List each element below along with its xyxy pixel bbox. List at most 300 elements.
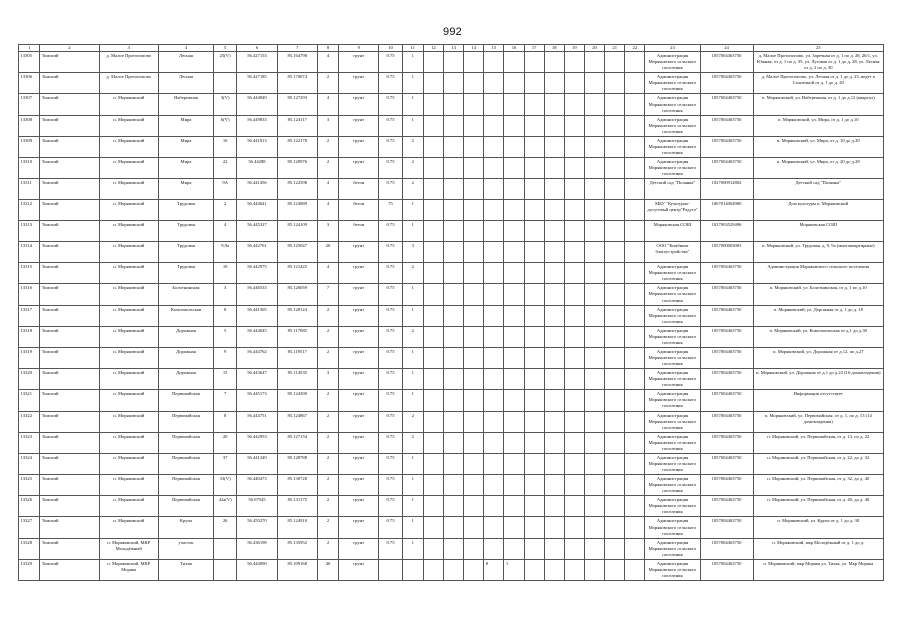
column-header: 5 xyxy=(214,45,237,52)
table-cell xyxy=(584,453,604,474)
table-cell xyxy=(584,347,604,368)
table-cell xyxy=(564,221,584,242)
table-cell: 0.75 xyxy=(379,52,402,73)
table-cell: Дорожная xyxy=(158,369,213,390)
table-cell: п. Моряковский, ул. Дорожная от д.1 до д.22 (16 домовладения) xyxy=(753,369,883,390)
table-cell: Тихая xyxy=(158,559,213,580)
table-cell: Лесная xyxy=(158,73,213,94)
table-cell: 3 xyxy=(214,284,237,305)
table-cell xyxy=(464,411,484,432)
table-cell: п. Моряковский, ул. Первомайская, от д. 13, по д. 22 xyxy=(753,432,883,453)
table-cell: 13318 xyxy=(19,326,40,347)
table-cell xyxy=(625,475,645,496)
table-cell xyxy=(625,200,645,221)
table-cell xyxy=(423,496,443,517)
table-cell xyxy=(444,52,464,73)
table-cell xyxy=(544,200,564,221)
table-cell xyxy=(484,242,504,263)
table-cell xyxy=(484,200,504,221)
table-cell: Администрация Моряковского сельского поселения xyxy=(645,52,700,73)
table-cell: 1057004463750 xyxy=(700,94,753,115)
table-cell: грунт xyxy=(339,242,379,263)
table-cell xyxy=(464,326,484,347)
table-cell xyxy=(464,284,484,305)
table-cell xyxy=(564,390,584,411)
table-cell xyxy=(464,52,484,73)
table-cell: 1057004463750 xyxy=(700,432,753,453)
table-cell: 4 xyxy=(317,263,338,284)
table-cell xyxy=(464,94,484,115)
table-cell: 42а(V) xyxy=(214,496,237,517)
table-cell: п. Моряковский xyxy=(99,115,158,136)
table-cell: п. Моряковский, ул. Дорожная от д.12. по д.27 xyxy=(753,347,883,368)
table-cell: 13319 xyxy=(19,347,40,368)
table-cell: Томский xyxy=(40,94,99,115)
table-cell xyxy=(564,136,584,157)
table-cell: 13306 xyxy=(19,73,40,94)
table-cell xyxy=(484,179,504,200)
table-cell: 3 xyxy=(317,221,338,242)
table-cell: 85.114535 xyxy=(277,369,317,390)
table-cell: 56.444751 xyxy=(237,411,277,432)
table-cell: Томский xyxy=(40,369,99,390)
table-cell: 85.135952 xyxy=(277,538,317,559)
table-cell xyxy=(544,538,564,559)
table-cell xyxy=(564,347,584,368)
table-cell xyxy=(605,200,625,221)
table-cell xyxy=(524,390,544,411)
table-cell xyxy=(504,390,524,411)
table-cell: п. Моряковский xyxy=(99,284,158,305)
table-cell: 4 xyxy=(317,52,338,73)
table-cell: грунт xyxy=(339,326,379,347)
table-cell xyxy=(484,115,504,136)
table-cell: 13313 xyxy=(19,221,40,242)
table-cell xyxy=(444,305,464,326)
table-cell: п. Моряковский xyxy=(99,242,158,263)
table-cell: 1057004463750 xyxy=(700,115,753,136)
table-cell: п. Моряковский, ул. Первомайская, от д. 32, до д. 40 xyxy=(753,475,883,496)
table-cell xyxy=(444,115,464,136)
table-cell: 13315 xyxy=(19,263,40,284)
column-header: 25 xyxy=(753,45,883,52)
table-cell: Томский xyxy=(40,52,99,73)
table-cell: 56.445327 xyxy=(237,221,277,242)
table-cell xyxy=(484,52,504,73)
table-row xyxy=(19,347,884,368)
table-cell: Администрация Моряковского сельского поселения xyxy=(645,326,700,347)
table-cell xyxy=(504,94,524,115)
table-cell: Дом культуры п. Моряковский xyxy=(753,200,883,221)
table-cell xyxy=(504,326,524,347)
table-cell xyxy=(605,94,625,115)
table-cell xyxy=(504,263,524,284)
table-cell: 1 xyxy=(402,475,423,496)
table-cell: 4 xyxy=(317,200,338,221)
table-cell xyxy=(605,411,625,432)
table-cell xyxy=(544,52,564,73)
table-cell xyxy=(625,369,645,390)
table-cell: 25(V) xyxy=(214,52,237,73)
table-cell: 2 xyxy=(317,305,338,326)
table-cell: Информация отсутствует xyxy=(753,390,883,411)
column-header: 6 xyxy=(237,45,277,52)
table-cell xyxy=(444,200,464,221)
table-cell: п. Моряковский, МКР Моряка xyxy=(99,559,158,580)
table-cell: Томский xyxy=(40,115,99,136)
table-cell xyxy=(544,73,564,94)
table-cell: п. Моряковский, ул. Болотнинская, от д. 1 по д.10 xyxy=(753,284,883,305)
table-cell: п. Моряковский, ул. Трудовая, д. 9, 9а (многоквартирные) xyxy=(753,242,883,263)
table-cell: 56.446533 xyxy=(237,284,277,305)
table-cell xyxy=(484,326,504,347)
table-cell: Болотнинская xyxy=(158,284,213,305)
table-cell: Администрация Моряковского сельского поселения xyxy=(645,475,700,496)
table-cell xyxy=(625,538,645,559)
table-cell xyxy=(524,115,544,136)
table-cell: 0.75 xyxy=(379,284,402,305)
table-cell: 2 xyxy=(402,263,423,284)
table-cell: Моряковская СОШ xyxy=(753,221,883,242)
column-header: 12 xyxy=(423,45,443,52)
table-cell xyxy=(605,326,625,347)
table-cell: Первомайская xyxy=(158,411,213,432)
table-cell xyxy=(423,115,443,136)
table-cell: Мира xyxy=(158,179,213,200)
table-cell: 15 xyxy=(214,369,237,390)
column-header: 17 xyxy=(524,45,544,52)
table-cell xyxy=(544,411,564,432)
table-cell: 56.441456 xyxy=(237,179,277,200)
table-cell: 1057004463750 xyxy=(700,538,753,559)
table-cell xyxy=(423,305,443,326)
table-cell: 2 xyxy=(317,453,338,474)
table-cell: 2 xyxy=(214,200,237,221)
table-cell xyxy=(504,200,524,221)
table-cell: 7 xyxy=(317,284,338,305)
table-cell: 3(V) xyxy=(214,94,237,115)
table-cell: 4 xyxy=(317,179,338,200)
table-cell xyxy=(524,432,544,453)
table-cell xyxy=(423,158,443,179)
table-cell xyxy=(214,559,237,580)
table-cell: Томский xyxy=(40,432,99,453)
table-cell xyxy=(605,158,625,179)
table-cell: Администрация Моряковского сельского поселения xyxy=(645,369,700,390)
table-cell: Первомайская xyxy=(158,453,213,474)
table-cell: бетон xyxy=(339,221,379,242)
table-cell: 2 xyxy=(317,158,338,179)
column-header: 11 xyxy=(402,45,423,52)
table-cell: п. Моряковский xyxy=(99,94,158,115)
table-row xyxy=(19,136,884,157)
table-cell xyxy=(504,347,524,368)
table-cell: п. Моряковский xyxy=(99,432,158,453)
table-cell: 85.121425 xyxy=(277,263,317,284)
table-cell: 85.170074 xyxy=(277,73,317,94)
table-cell: 1057004463750 xyxy=(700,52,753,73)
table-cell xyxy=(584,73,604,94)
table-cell xyxy=(504,115,524,136)
table-row xyxy=(19,115,884,136)
table-cell: Томский xyxy=(40,305,99,326)
table-cell: Томский xyxy=(40,538,99,559)
table-cell xyxy=(444,136,464,157)
table-cell xyxy=(524,284,544,305)
table-cell: ООО "Комбинат благоустройства" xyxy=(645,242,700,263)
table-cell xyxy=(625,158,645,179)
table-cell: п. Моряковский, мкр Молодёжный от д. 1 до д. xyxy=(753,538,883,559)
table-cell: Дорожная xyxy=(158,326,213,347)
table-cell: грунт xyxy=(339,52,379,73)
table-cell: грунт xyxy=(339,475,379,496)
column-header: 24 xyxy=(700,45,753,52)
page-number: 992 xyxy=(443,26,462,38)
table-cell xyxy=(423,179,443,200)
table-cell: 0.75 xyxy=(379,475,402,496)
table-cell: 13327 xyxy=(19,517,40,538)
table-cell: 0.75 xyxy=(379,390,402,411)
table-cell xyxy=(584,390,604,411)
table-cell xyxy=(544,179,564,200)
table-cell xyxy=(484,221,504,242)
table-cell: 2 xyxy=(317,73,338,94)
table-cell xyxy=(444,179,464,200)
table-cell xyxy=(584,369,604,390)
table-cell: п. Моряковский xyxy=(99,390,158,411)
table-cell: 0.75 xyxy=(379,263,402,284)
table-cell: 85.125047 xyxy=(277,242,317,263)
table-cell: 85.128124 xyxy=(277,305,317,326)
table-cell: 2 xyxy=(317,136,338,157)
table-cell xyxy=(444,496,464,517)
table-cell xyxy=(564,115,584,136)
table-cell xyxy=(444,242,464,263)
table-cell: 1057004463750 xyxy=(700,136,753,157)
table-cell: 0.75 xyxy=(379,432,402,453)
table-cell xyxy=(564,73,584,94)
table-cell: п. Моряковский xyxy=(99,263,158,284)
table-cell xyxy=(584,411,604,432)
table-cell: Дорожная xyxy=(158,347,213,368)
table-cell xyxy=(584,432,604,453)
table-cell xyxy=(564,326,584,347)
table-cell: бетон xyxy=(339,200,379,221)
table-cell xyxy=(464,559,484,580)
table-cell xyxy=(524,347,544,368)
table-cell xyxy=(484,390,504,411)
table-cell xyxy=(605,115,625,136)
table-cell xyxy=(524,369,544,390)
table-cell: Администрация Моряковского сельского поселения xyxy=(645,390,700,411)
table-cell: 13324 xyxy=(19,453,40,474)
table-cell: д. Малое Протопопово, ул. Лесная от д. 1 до д. 25, ведет к Солнечной от д. 1 до д. 20 xyxy=(753,73,883,94)
table-cell: грунт xyxy=(339,538,379,559)
table-cell: п. Моряковский, ул. Первомайская, от д. 40, до д. 48 xyxy=(753,496,883,517)
table-cell xyxy=(444,517,464,538)
table-cell: 85.117085 xyxy=(277,326,317,347)
table-cell: 16 xyxy=(214,136,237,157)
table-body xyxy=(19,52,884,581)
table-cell: 13308 xyxy=(19,115,40,136)
table-cell xyxy=(584,263,604,284)
table-cell: 1 xyxy=(402,284,423,305)
table-cell: 13321 xyxy=(19,390,40,411)
table-cell xyxy=(544,453,564,474)
table-cell xyxy=(605,538,625,559)
table-cell xyxy=(564,94,584,115)
table-cell: 56.444949 xyxy=(237,94,277,115)
table-cell: п. Моряковский xyxy=(99,221,158,242)
table-cell xyxy=(605,242,625,263)
table-cell: 1 xyxy=(402,305,423,326)
table-cell: 2 xyxy=(317,496,338,517)
table-cell: 85.124117 xyxy=(277,115,317,136)
table-cell: Трудовая xyxy=(158,242,213,263)
table-cell xyxy=(524,179,544,200)
table-cell: 56.442975 xyxy=(237,263,277,284)
column-header: 21 xyxy=(605,45,625,52)
table-cell: 0.75 xyxy=(379,326,402,347)
table-cell: 1 xyxy=(402,496,423,517)
table-cell: 0.75 xyxy=(379,73,402,94)
table-cell xyxy=(584,538,604,559)
table-cell xyxy=(564,559,584,580)
table-cell xyxy=(504,411,524,432)
table-cell xyxy=(504,284,524,305)
table-cell: 56.444641 xyxy=(237,200,277,221)
table-row xyxy=(19,517,884,538)
table-cell: 1 xyxy=(402,115,423,136)
table-cell: 0.75 xyxy=(379,453,402,474)
table-cell: п. Моряковский, ул. Мира, от д. 1 до д.10 xyxy=(753,115,883,136)
table-row xyxy=(19,305,884,326)
table-cell: 2 xyxy=(317,475,338,496)
table-cell xyxy=(444,390,464,411)
table-cell xyxy=(444,432,464,453)
table-cell: 2 xyxy=(317,411,338,432)
table-cell xyxy=(544,94,564,115)
table-cell: 0.75 xyxy=(379,179,402,200)
column-header: 18 xyxy=(544,45,564,52)
table-cell xyxy=(605,263,625,284)
column-header: 15 xyxy=(484,45,504,52)
table-cell: 1057004463750 xyxy=(700,369,753,390)
table-cell: 1057004463750 xyxy=(700,284,753,305)
table-cell xyxy=(423,94,443,115)
table-cell xyxy=(524,475,544,496)
table-cell: 1027000912802 xyxy=(700,179,753,200)
table-cell xyxy=(464,200,484,221)
table-cell: 1 xyxy=(402,52,423,73)
table-cell: грунт xyxy=(339,432,379,453)
table-cell xyxy=(464,73,484,94)
table-row xyxy=(19,200,884,221)
table-cell xyxy=(504,453,524,474)
table-cell xyxy=(544,369,564,390)
table-cell: Томский xyxy=(40,200,99,221)
table-cell xyxy=(464,432,484,453)
table-cell: Томский xyxy=(40,73,99,94)
table-cell: 1057004463750 xyxy=(700,158,753,179)
table-cell: 56.427185 xyxy=(237,73,277,94)
table-cell: 13317 xyxy=(19,305,40,326)
table-cell: 56.442953 xyxy=(237,432,277,453)
table-cell xyxy=(584,496,604,517)
table-cell: п. Моряковский xyxy=(99,326,158,347)
table-cell xyxy=(625,242,645,263)
table-cell xyxy=(584,326,604,347)
table-cell: Администрация Моряковского сельского поселения xyxy=(645,136,700,157)
table-cell xyxy=(564,263,584,284)
table-cell: п. Моряковский, ул. Крупа от д. 1 до д. 30 xyxy=(753,517,883,538)
table-cell: п. Моряковский xyxy=(99,347,158,368)
table-cell xyxy=(625,559,645,580)
table-cell: д. Малое Протопопово xyxy=(99,52,158,73)
table-cell xyxy=(524,538,544,559)
table-row xyxy=(19,559,884,580)
table-cell: 1057004463750 xyxy=(700,326,753,347)
table-cell: 75 xyxy=(379,200,402,221)
table-cell: 85.120976 xyxy=(277,158,317,179)
table-cell xyxy=(444,221,464,242)
table-cell: 33(V) xyxy=(214,475,237,496)
table-cell xyxy=(564,517,584,538)
table-cell: 20 xyxy=(317,242,338,263)
table-cell: Томский xyxy=(40,559,99,580)
table-cell xyxy=(625,517,645,538)
table-cell: 13312 xyxy=(19,200,40,221)
table-cell xyxy=(564,538,584,559)
table-cell xyxy=(584,475,604,496)
table-cell: п. Моряковский xyxy=(99,158,158,179)
table-cell: 0.75 xyxy=(379,158,402,179)
table-cell: п. Моряковский, ул. Мира, от д. 10 до д.20 xyxy=(753,136,883,157)
table-row xyxy=(19,390,884,411)
column-header: 8 xyxy=(317,45,338,52)
table-cell: 5 xyxy=(214,326,237,347)
table-cell: грунт xyxy=(339,453,379,474)
table-cell: Администрация Моряковского сельского поселения xyxy=(645,453,700,474)
table-cell: Администрация Моряковского сельского поселения xyxy=(645,559,700,580)
table-cell xyxy=(625,432,645,453)
table-cell: п. Моряковский, ул. Мира, от д. 20 до д.28 xyxy=(753,158,883,179)
table-cell xyxy=(464,347,484,368)
table-cell: 1057004463750 xyxy=(700,496,753,517)
table-cell: Администрация Моряковского сельского поселения xyxy=(645,158,700,179)
table-cell: Трудовая xyxy=(158,221,213,242)
table-cell xyxy=(524,559,544,580)
table-row xyxy=(19,52,884,73)
table-cell: Первомайская xyxy=(158,475,213,496)
table-cell xyxy=(464,136,484,157)
table-cell: грунт xyxy=(339,411,379,432)
table-cell: Томский xyxy=(40,263,99,284)
table-cell xyxy=(564,411,584,432)
table-cell: 1 xyxy=(402,73,423,94)
table-cell: 0.75 xyxy=(379,538,402,559)
table-cell xyxy=(423,52,443,73)
table-cell xyxy=(484,411,504,432)
table-cell xyxy=(504,369,524,390)
table-cell: 13314 xyxy=(19,242,40,263)
table-cell: Мира xyxy=(158,136,213,157)
table-cell: 6(V) xyxy=(214,115,237,136)
table-cell xyxy=(444,369,464,390)
table-cell xyxy=(564,284,584,305)
table-cell xyxy=(584,115,604,136)
table-cell: 37 xyxy=(214,453,237,474)
